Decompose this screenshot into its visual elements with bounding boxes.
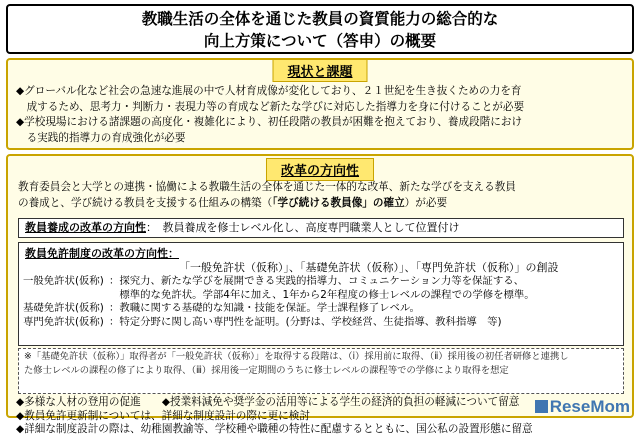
license-rows <box>23 275 619 329</box>
resemom-logo <box>535 397 630 417</box>
note-line: ※「基礎免許状（仮称）」取得者が「一般免許状（仮称）」を取得する段階は、（ⅰ）採用前に取得、（ⅱ）採用後の初任者研修と連携し <box>24 351 569 362</box>
license-types: 「一般免許状（仮称）」、「基礎免許状（仮称）」、「専門免許状（仮称）」の創設 <box>179 261 559 274</box>
license-reform-colon: ： <box>168 247 179 260</box>
document-title <box>6 4 634 54</box>
license-key: 一般免許状(仮称) <box>23 275 104 287</box>
license-reform-box <box>18 242 624 346</box>
point-line: ◆詳細な制度設計の際は、幼稚園教諭等、学校種や職種の特性に配慮するとともに、国公私の設置形態に留意 <box>16 423 533 435</box>
point-line: ◆教員免許更新制については、詳細な制度設計の際に更に検討 <box>16 409 310 422</box>
teacher-training-label: 教員養成の改革の方向性 <box>25 221 146 234</box>
license-row <box>23 289 619 303</box>
bullet-line: ◆グローバル化など社会の急速な進展の中で人材育成像が変化しており、２１世紀を生き抜くための力を育 <box>16 85 522 97</box>
teacher-training-text: ： 教員養成を修士レベル化し、高度専門職業人として位置付け <box>146 221 460 234</box>
note-line: た修士レベルの課程の修了により取得、（ⅲ）採用後一定期間のうちに修士レベルの課程等での学修により取得を想定 <box>24 365 509 376</box>
license-row <box>23 302 619 316</box>
intro-line-1: 教育委員会と大学との連携・協働による教職生活の全体を通じた一体的な改革、新たな学びを支える教員 <box>18 181 516 193</box>
license-reform-title <box>25 245 179 261</box>
license-value: ：教職に関する基礎的な知識・技能を保証。学士課程修了レベル。 <box>109 302 420 314</box>
license-key: 専門免許状(仮称) <box>23 315 104 328</box>
current-issues-heading: 現状と課題 <box>272 59 367 82</box>
point-line: ◆多様な人材の登用の促進 ◆授業料減免や奨学金の活用等による学生の経済的負担の軽減について留意 <box>16 396 520 408</box>
logo-text: ReseMom <box>549 397 630 416</box>
bullet-line: 成するため、思考力・判断力・表現力等の育成など新たな学びに対応した指導力を身に付けることが必要 <box>16 100 525 113</box>
license-value: ：特定分野に関し高い専門性を証明。(分野は、学校経営、生徒指導、教科指導 等) <box>109 315 502 328</box>
current-issues-bullets <box>16 84 626 146</box>
license-row <box>23 316 619 330</box>
bullet-line: ◆学校現場における諸課題の高度化・複雑化により、初任段階の教員が困難を抱えており、養成段階におけ <box>16 116 523 128</box>
license-key: 基礎免許状(仮称) <box>23 302 104 314</box>
intro-line-2c: ）が必要 <box>404 196 448 209</box>
license-reform-label: 教員免許制度の改革の方向性 <box>25 247 168 260</box>
license-note <box>18 348 624 394</box>
license-key <box>23 289 109 303</box>
license-value: 標準的な免許状。学部4年に加え、1年から2年程度の修士レベルの課程での学修を標準。 <box>109 288 535 301</box>
reform-direction-section <box>6 154 634 435</box>
reform-direction-heading: 改革の方向性 <box>266 158 374 181</box>
reform-intro <box>18 180 624 211</box>
logo-mark-icon <box>535 400 548 413</box>
intro-line-2a: の養成と、学び続ける教員を支援する仕組みの構築（ <box>18 196 273 209</box>
intro-line-2 <box>18 196 624 212</box>
current-issues-section <box>6 58 634 150</box>
title-line-2: 向上方策について（答申）の概要 <box>203 32 437 50</box>
bullet-line: る実践的指導力の育成強化が必要 <box>16 131 186 144</box>
title-line-1: 教職生活の全体を通じた教員の資質能力の総合的な <box>141 10 499 28</box>
license-row <box>23 275 619 289</box>
teacher-training-box <box>18 218 624 238</box>
intro-highlight: 「学び続ける教員像」の確立 <box>272 196 405 209</box>
license-value: ：探究力、新たな学びを展開できる実践的指導力、コミュニケーション力等を保証する、 <box>109 275 524 287</box>
